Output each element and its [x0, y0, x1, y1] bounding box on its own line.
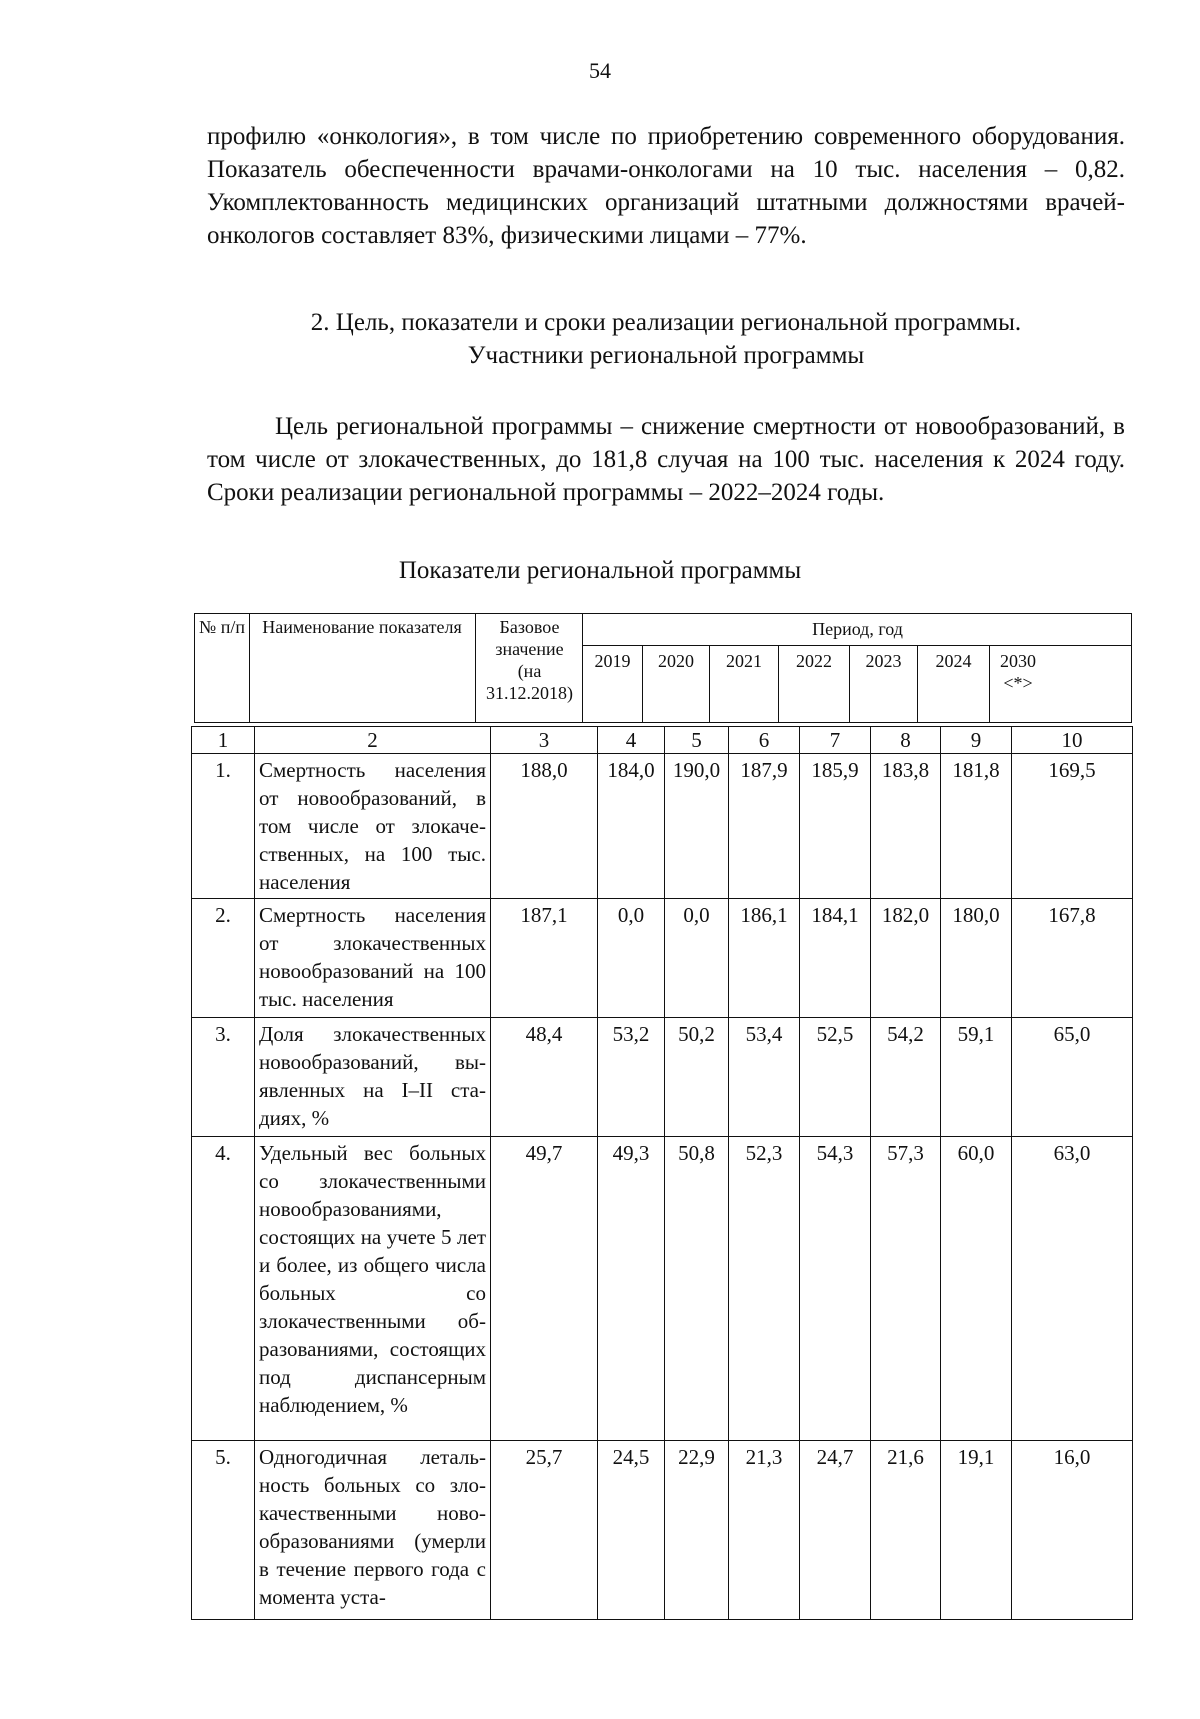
row-value: 22,9	[665, 1441, 729, 1620]
row-base: 25,7	[491, 1441, 598, 1620]
row-num: 3.	[192, 1018, 255, 1137]
row-value: 54,2	[871, 1018, 941, 1137]
row-value: 65,0	[1012, 1018, 1133, 1137]
row-value: 187,9	[729, 754, 800, 899]
row-value: 185,9	[800, 754, 871, 899]
row-value: 63,0	[1012, 1137, 1133, 1441]
row-value: 16,0	[1012, 1441, 1133, 1620]
header-name: Наименование показателя	[262, 617, 462, 637]
row-value: 184,1	[800, 899, 871, 1018]
row-base: 49,7	[491, 1137, 598, 1441]
row-name: Удельный вес больных со злокачественными новообразованиями, состоящих на учете 5 лет и более, из общего числа больных со злокачественными образованиями, состоящих под диспансерным наблюдением, %	[255, 1137, 491, 1441]
table-caption: Показатели региональной программы	[398, 557, 802, 584]
header-year-2024: 2024	[935, 651, 972, 671]
goal-paragraph: Цель региональной программы – снижение смертности от новообразований, в том числе от злокачественных, до 181,8 случая на 100 тыс. населения к 2024 году. Сроки реализации региональной программы – 2022–2024 годы.	[207, 413, 1125, 506]
row-value: 190,0	[665, 754, 729, 899]
row-base: 48,4	[491, 1018, 598, 1137]
table-row	[192, 754, 1133, 899]
row-value: 60,0	[941, 1137, 1012, 1441]
col-num-6: 6	[729, 727, 800, 754]
header-year-2019: 2019	[594, 651, 631, 671]
row-value: 180,0	[941, 899, 1012, 1018]
row-num: 1.	[192, 754, 255, 899]
row-value: 0,0	[665, 899, 729, 1018]
row-value: 52,3	[729, 1137, 800, 1441]
header-year-2022: 2022	[796, 651, 832, 671]
row-value: 50,8	[665, 1137, 729, 1441]
row-value: 53,4	[729, 1018, 800, 1137]
col-num-9: 9	[941, 727, 1012, 754]
header-year-2023: 2023	[865, 651, 902, 671]
col-num-1: 1	[192, 727, 255, 754]
row-value: 53,2	[598, 1018, 665, 1137]
col-num-7: 7	[800, 727, 871, 754]
table-row	[192, 1018, 1133, 1137]
row-value: 24,7	[800, 1441, 871, 1620]
row-value: 169,5	[1012, 754, 1133, 899]
row-value: 182,0	[871, 899, 941, 1018]
row-name: Доля злокачественных новообразований, выявленных на I–II стадиях, %	[255, 1018, 491, 1137]
col-num-10: 10	[1012, 727, 1133, 754]
row-base: 188,0	[491, 754, 598, 899]
row-value: 49,3	[598, 1137, 665, 1441]
column-number-row	[192, 727, 1133, 754]
col-num-3: 3	[491, 727, 598, 754]
row-value: 19,1	[941, 1441, 1012, 1620]
header-year-2020: 2020	[658, 651, 694, 671]
row-name: Одногодичная летальность больных со злокачественными новообразованиями (умерли в течение первого года с момента уста-	[255, 1441, 491, 1620]
row-value: 184,0	[598, 754, 665, 899]
row-value: 167,8	[1012, 899, 1133, 1018]
row-value: 50,2	[665, 1018, 729, 1137]
row-value: 21,6	[871, 1441, 941, 1620]
row-value: 183,8	[871, 754, 941, 899]
row-name: Смертность населения от злокачественных новообразований на 100 тыс. населения	[255, 899, 491, 1018]
col-num-2: 2	[255, 727, 491, 754]
row-num: 2.	[192, 899, 255, 1018]
row-value: 0,0	[598, 899, 665, 1018]
table-row	[192, 1137, 1133, 1441]
row-name: Смертность населения от новообразований, в том числе от злокачественных, на 100 тыс. населения	[255, 754, 491, 899]
row-value: 21,3	[729, 1441, 800, 1620]
row-base: 187,1	[491, 899, 598, 1018]
row-value: 54,3	[800, 1137, 871, 1441]
section-heading-line1: 2. Цель, показатели и сроки реализации региональной программы.	[310, 309, 1022, 336]
col-num-8: 8	[871, 727, 941, 754]
col-num-4: 4	[598, 727, 665, 754]
row-value: 186,1	[729, 899, 800, 1018]
table-header	[194, 613, 1132, 723]
intro-paragraph: профилю «онкология», в том числе по приобретению современного оборудования. Показатель обеспеченности врачами-онкологами на 10 тыс. населения – 0,82. Укомплектованность медицинских организаций штатными должностями врачей-онкологов составляет 83%, физическими лицами – 77%.	[207, 123, 1125, 249]
page-number: 54	[589, 58, 611, 83]
header-num: № п/п	[199, 617, 245, 637]
row-value: 57,3	[871, 1137, 941, 1441]
row-value: 52,5	[800, 1018, 871, 1137]
header-base: Базовое значение (на 31.12.2018)	[486, 617, 573, 703]
table-row	[192, 1441, 1133, 1620]
row-value: 181,8	[941, 754, 1012, 899]
row-value: 24,5	[598, 1441, 665, 1620]
indicators-table	[191, 726, 1133, 1620]
header-period: Период, год	[812, 619, 903, 639]
row-value: 59,1	[941, 1018, 1012, 1137]
table-row	[192, 899, 1133, 1018]
row-num: 5.	[192, 1441, 255, 1620]
section-heading-line2: Участники региональной программы	[467, 342, 865, 369]
col-num-5: 5	[665, 727, 729, 754]
row-num: 4.	[192, 1137, 255, 1441]
header-year-2021: 2021	[726, 651, 762, 671]
header-year-2030: 2030 <*>	[1000, 651, 1036, 693]
section-heading	[207, 306, 1125, 372]
